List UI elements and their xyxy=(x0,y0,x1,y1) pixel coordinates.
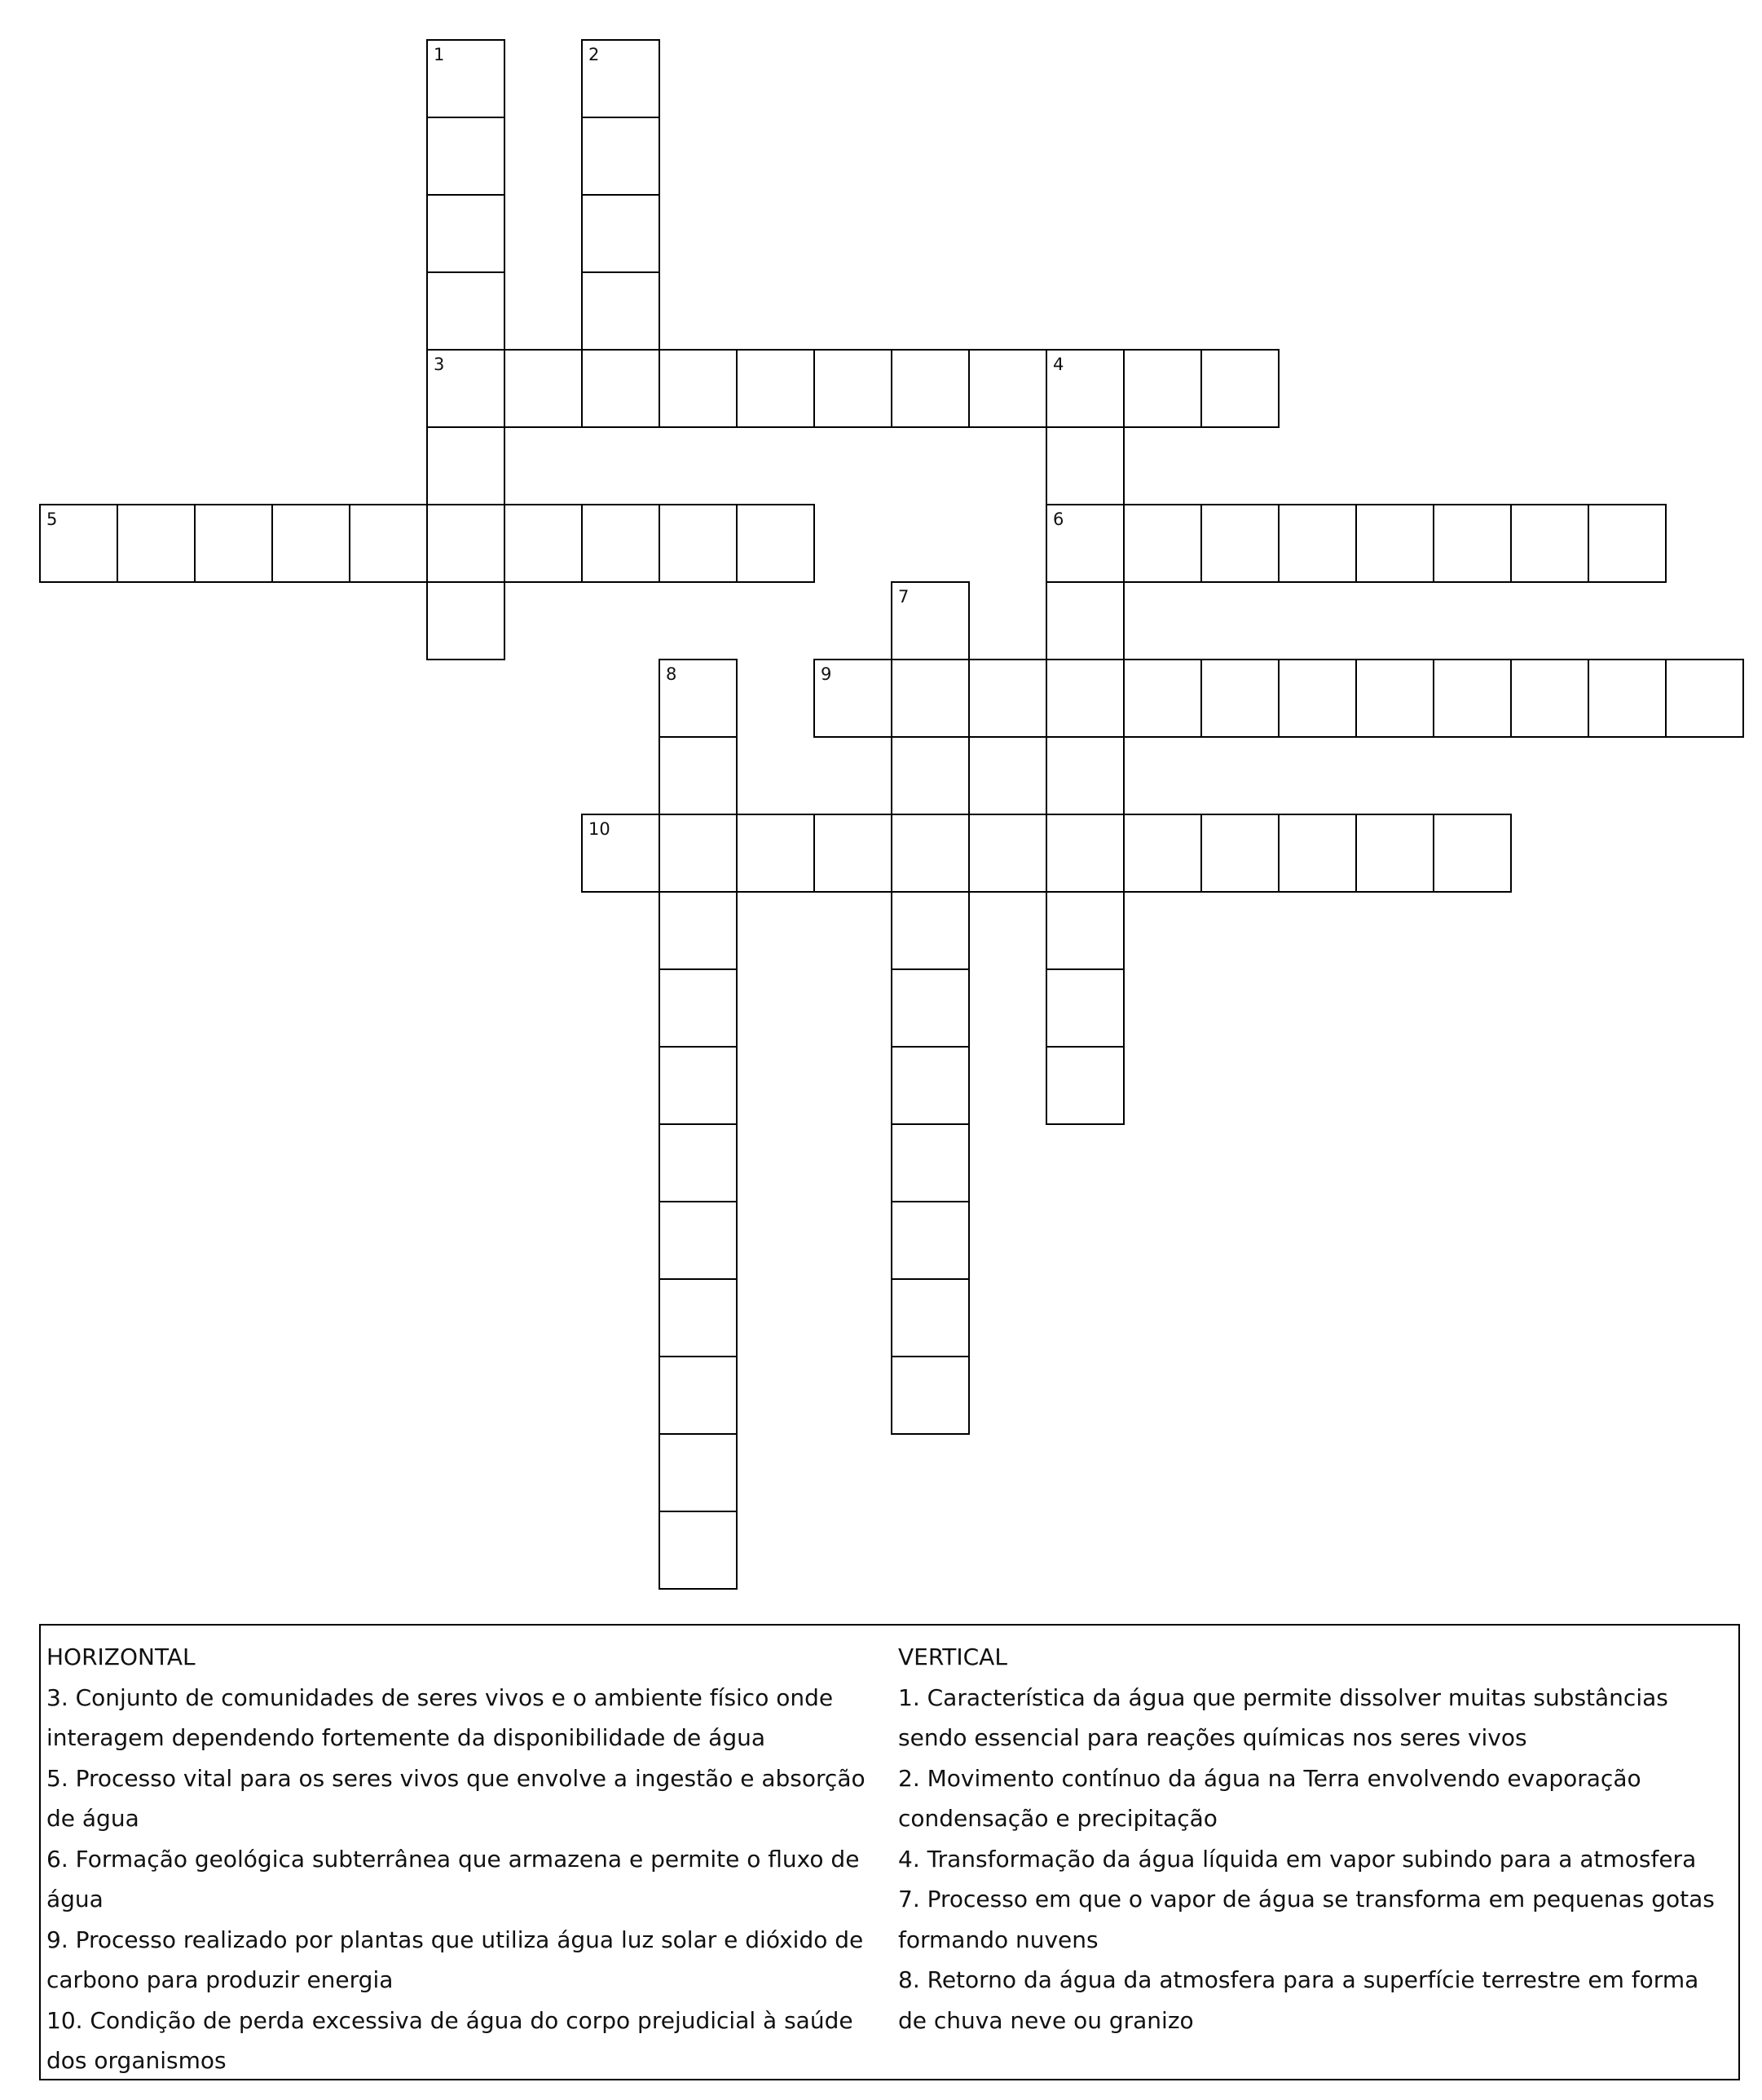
grid-cell[interactable] xyxy=(581,349,660,428)
grid-cell[interactable] xyxy=(1046,968,1125,1048)
grid-cell[interactable] xyxy=(659,1433,738,1512)
grid-cell[interactable] xyxy=(736,349,815,428)
grid-cell[interactable] xyxy=(1433,504,1512,583)
grid-cell[interactable] xyxy=(1278,814,1357,893)
grid-cell[interactable] xyxy=(1046,349,1125,428)
clue-number: 4 xyxy=(1053,355,1064,374)
grid-cell[interactable] xyxy=(1588,504,1667,583)
vertical-clue-4: 4. Transformação da água líquida em vapor subindo para a atmosfera xyxy=(898,1845,1697,1873)
grid-cell[interactable] xyxy=(968,814,1047,893)
grid-cell[interactable] xyxy=(659,1278,738,1357)
grid-cell[interactable] xyxy=(659,659,738,738)
grid-cell[interactable] xyxy=(271,504,350,583)
grid-cell[interactable] xyxy=(581,117,660,196)
grid-cell[interactable] xyxy=(1046,504,1125,583)
clue-number: 10 xyxy=(588,819,610,839)
vertical-clue-8: 8. Retorno da água da atmosfera para a superfície terrestre em forma de chuva neve ou granizo xyxy=(898,1966,1699,2034)
grid-cell[interactable] xyxy=(813,814,892,893)
vertical-clue-7: 7. Processo em que o vapor de água se transforma em pequenas gotas formando nuvens xyxy=(898,1886,1715,1953)
grid-cell[interactable] xyxy=(117,504,196,583)
grid-cell[interactable] xyxy=(659,968,738,1048)
grid-cell[interactable] xyxy=(1123,814,1202,893)
grid-cell[interactable] xyxy=(659,1123,738,1202)
grid-cell[interactable] xyxy=(1046,814,1125,893)
vertical-clue-1: 1. Característica da água que permite dissolver muitas substâncias sendo essencial para reações químicas nos seres vivos xyxy=(898,1683,1668,1751)
grid-cell[interactable] xyxy=(1046,426,1125,505)
grid-cell[interactable] xyxy=(1278,659,1357,738)
grid-cell[interactable] xyxy=(659,814,738,893)
grid-cell[interactable] xyxy=(891,736,970,815)
grid-cell[interactable] xyxy=(426,349,505,428)
grid-cell[interactable] xyxy=(581,271,660,351)
horizontal-clue-3: 3. Conjunto de comunidades de seres vivos e o ambiente físico onde interagem dependendo fortemente da disponibilidade de água xyxy=(46,1683,834,1751)
grid-cell[interactable] xyxy=(426,426,505,505)
grid-cell[interactable] xyxy=(659,504,738,583)
grid-cell[interactable] xyxy=(426,504,505,583)
grid-cell[interactable] xyxy=(891,1278,970,1357)
grid-cell[interactable] xyxy=(504,349,583,428)
grid-cell[interactable] xyxy=(968,349,1047,428)
clue-number: 2 xyxy=(588,45,600,64)
grid-cell[interactable] xyxy=(349,504,428,583)
clue-number: 3 xyxy=(434,355,445,374)
grid-cell[interactable] xyxy=(1355,814,1434,893)
grid-cell[interactable] xyxy=(659,891,738,970)
grid-cell[interactable] xyxy=(891,581,970,660)
grid-cell[interactable] xyxy=(1665,659,1744,738)
grid-cell[interactable] xyxy=(426,271,505,351)
grid-cell[interactable] xyxy=(1355,659,1434,738)
grid-cell[interactable] xyxy=(659,349,738,428)
grid-cell[interactable] xyxy=(891,659,970,738)
grid-cell[interactable] xyxy=(1278,504,1357,583)
grid-cell[interactable] xyxy=(891,1201,970,1280)
grid-cell[interactable] xyxy=(194,504,273,583)
grid-cell[interactable] xyxy=(426,117,505,196)
vertical-heading: VERTICAL xyxy=(898,1643,1007,1670)
grid-cell[interactable] xyxy=(1123,349,1202,428)
grid-cell[interactable] xyxy=(891,968,970,1048)
grid-cell[interactable] xyxy=(891,891,970,970)
grid-cell[interactable] xyxy=(659,1356,738,1435)
vertical-clues xyxy=(898,1637,1729,2040)
grid-cell[interactable] xyxy=(659,1511,738,1590)
grid-cell[interactable] xyxy=(1046,659,1125,738)
grid-cell[interactable] xyxy=(1200,349,1280,428)
grid-cell[interactable] xyxy=(1510,659,1589,738)
grid-cell[interactable] xyxy=(1046,891,1125,970)
grid-cell[interactable] xyxy=(426,581,505,660)
grid-cell[interactable] xyxy=(1200,504,1280,583)
grid-cell[interactable] xyxy=(581,814,660,893)
horizontal-clue-5: 5. Processo vital para os seres vivos que envolve a ingestão e absorção de água xyxy=(46,1764,866,1832)
clue-number: 6 xyxy=(1053,510,1064,529)
grid-cell[interactable] xyxy=(39,504,118,583)
grid-cell[interactable] xyxy=(659,1046,738,1125)
grid-cell[interactable] xyxy=(1046,736,1125,815)
grid-cell[interactable] xyxy=(891,349,970,428)
grid-cell[interactable] xyxy=(1123,504,1202,583)
horizontal-clue-6: 6. Formação geológica subterrânea que armazena e permite o fluxo de água xyxy=(46,1845,860,1912)
grid-cell[interactable] xyxy=(1355,504,1434,583)
clue-number: 8 xyxy=(666,664,677,684)
grid-cell[interactable] xyxy=(659,1201,738,1280)
grid-cell[interactable] xyxy=(659,736,738,815)
grid-cell[interactable] xyxy=(1123,659,1202,738)
clues-box xyxy=(39,1624,1740,2080)
grid-cell[interactable] xyxy=(1200,814,1280,893)
clue-number: 5 xyxy=(46,510,58,529)
grid-cell[interactable] xyxy=(813,659,892,738)
clue-number: 1 xyxy=(434,45,445,64)
grid-cell[interactable] xyxy=(736,504,815,583)
grid-cell[interactable] xyxy=(891,1046,970,1125)
grid-cell[interactable] xyxy=(504,504,583,583)
horizontal-clue-9: 9. Processo realizado por plantas que utiliza água luz solar e dióxido de carbono para produzir energia xyxy=(46,1926,864,1993)
vertical-clue-2: 2. Movimento contínuo da água na Terra envolvendo evaporação condensação e precipitação xyxy=(898,1764,1641,1832)
clue-number: 9 xyxy=(821,664,832,684)
grid-cell[interactable] xyxy=(581,194,660,273)
grid-cell[interactable] xyxy=(891,1123,970,1202)
horizontal-clues xyxy=(46,1637,894,2081)
grid-cell[interactable] xyxy=(1046,1046,1125,1125)
grid-cell[interactable] xyxy=(426,39,505,118)
horizontal-clue-10: 10. Condição de perda excessiva de água do corpo prejudicial à saúde dos organismos xyxy=(46,2006,853,2074)
grid-cell[interactable] xyxy=(426,194,505,273)
grid-cell[interactable] xyxy=(1433,659,1512,738)
grid-cell[interactable] xyxy=(1200,659,1280,738)
grid-cell[interactable] xyxy=(736,814,815,893)
grid-cell[interactable] xyxy=(1588,659,1667,738)
grid-cell[interactable] xyxy=(891,1356,970,1435)
grid-cell[interactable] xyxy=(813,349,892,428)
grid-cell[interactable] xyxy=(1046,581,1125,660)
grid-cell[interactable] xyxy=(581,504,660,583)
grid-cell[interactable] xyxy=(1510,504,1589,583)
clue-number: 7 xyxy=(898,587,910,607)
grid-cell[interactable] xyxy=(581,39,660,118)
horizontal-heading: HORIZONTAL xyxy=(46,1643,196,1670)
grid-cell[interactable] xyxy=(1433,814,1512,893)
grid-cell[interactable] xyxy=(968,659,1047,738)
grid-cell[interactable] xyxy=(891,814,970,893)
